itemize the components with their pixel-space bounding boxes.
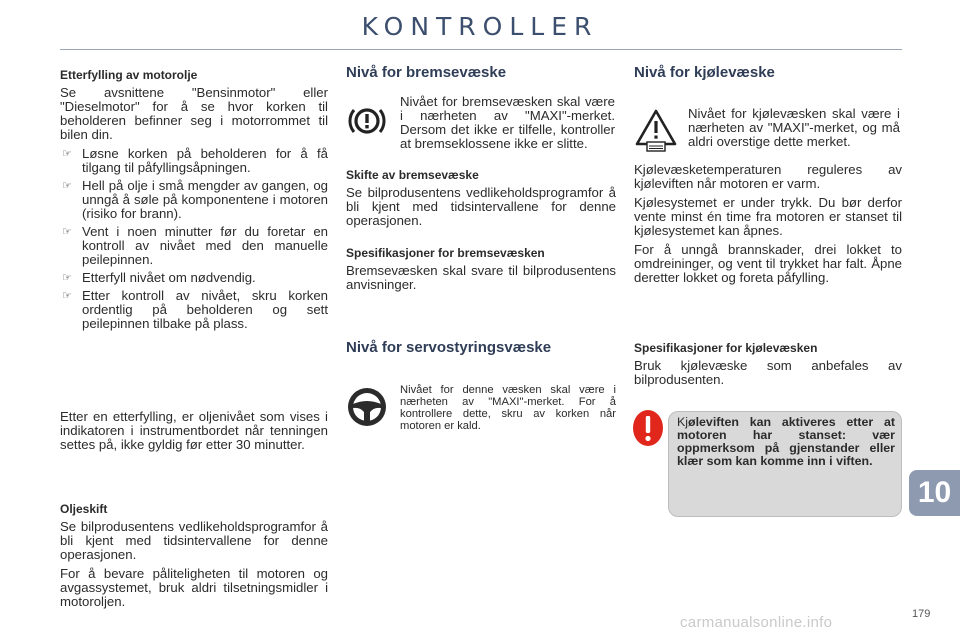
brake-change-section xyxy=(346,168,616,233)
coolant-p3: For å unngå brannskader, drei lokket to omdreininger, og vent til trykket har falt. Åpne deretter lokket og foreta påfylling. xyxy=(634,242,902,285)
pointing-hand-icon: ☞ xyxy=(62,226,72,238)
coolant-spec-text: Bruk kjølevæske som anbefales av bilprodusenten. xyxy=(634,358,902,387)
refill-title: Etterfylling av motorolje xyxy=(60,68,198,82)
refill-steps xyxy=(60,147,328,331)
refill-intro: Se avsnittene "Bensinmotor" eller "Dieselmotor" for å se hvor korken til beholderen befinner seg i motorrommet til bilen din. xyxy=(60,85,328,142)
pointing-hand-icon: ☞ xyxy=(62,148,72,160)
brake-warning-icon xyxy=(346,100,388,142)
brake-spec-text: Bremsevæsken skal svare til bilprodusentens anvisninger. xyxy=(346,263,616,292)
pointing-hand-icon: ☞ xyxy=(62,272,72,284)
oil-change-p2: For å bevare påliteligheten til motoren og avgassystemet, bruk aldri tilsetningsmidler i motoroljen. xyxy=(60,566,328,609)
oil-change-section xyxy=(60,502,328,614)
oil-level-note: Etter en etterfylling, er oljenivået som vises i indikatoren i instrumentbordet når tenningen settes på, ikke gyldig før etter 30 minutter. xyxy=(60,409,328,452)
list-item: ☞ Hell på olje i små mengder av gangen, og unngå å søle på komponentene i motoren (risiko for brann). xyxy=(62,178,328,221)
coolant-heading: Nivå for kjølevæske xyxy=(634,64,775,81)
coolant-p2: Kjølesystemet er under trykk. Du bør derfor vente minst én time fra motoren er stanset til kjølesystemet kan åpnes. xyxy=(634,195,902,238)
brake-spec-section xyxy=(346,246,616,297)
steering-text: Nivået for denne væsken skal være i nærheten av "MAXI"-merket. For å kontrollere dette, skru av korken når motoren er kald. xyxy=(400,384,616,432)
coolant-details xyxy=(634,163,902,290)
steering-heading: Nivå for servostyringsvæske xyxy=(346,339,552,356)
list-item: ☞ Etterfyll nivået om nødvendig. xyxy=(62,270,256,285)
brake-fluid-text: Nivået for bremsevæsken skal være i nærheten av "MAXI"-merket. Dersom det ikke er tilfelle, kontroller at bremseklossene ikke er slitte. xyxy=(400,94,615,151)
list-item: ☞ Vent i noen minutter før du foretar en kontroll av nivået med den manuelle peilepinnen. xyxy=(62,224,328,267)
brake-change-title: Skifte av bremsevæske xyxy=(346,168,479,182)
warning-text: Kjøleviften kan aktiveres etter at motoren har stanset: vær oppmerksom på gjenstander eller klær som kan komme inn i viften. xyxy=(677,415,895,468)
coolant-warning-icon xyxy=(634,108,678,152)
coolant-spec-section xyxy=(634,341,902,392)
page-title: KONTROLLER xyxy=(361,12,599,41)
steering-wheel-icon xyxy=(346,386,388,428)
column-engine-oil xyxy=(60,68,328,335)
list-item: ☞ Etter kontroll av nivået, skru korken ordentlig på beholderen og sett peilepinnen tilbake på plass. xyxy=(62,288,328,331)
watermark: carmanualsonline.info xyxy=(680,614,833,631)
pointing-hand-icon: ☞ xyxy=(62,180,72,192)
brake-fluid-heading: Nivå for bremsevæske xyxy=(346,64,507,81)
exclamation-icon xyxy=(632,409,664,447)
pointing-hand-icon: ☞ xyxy=(62,290,72,302)
oil-change-title: Oljeskift xyxy=(60,502,108,516)
list-item: ☞ Løsne korken på beholderen for å få tilgang til påfyllingsåpningen. xyxy=(62,146,328,175)
coolant-p1: Kjølevæsketemperaturen reguleres av kjøleviften når motoren er varm. xyxy=(634,162,902,191)
brake-change-text: Se bilprodusentens vedlikeholdsprogramfor å bli kjent med tidsintervallene for denne operasjonen. xyxy=(346,185,616,228)
brake-spec-title: Spesifikasjoner for bremsevæsken xyxy=(346,246,545,260)
chapter-tab: 10 xyxy=(909,470,960,516)
page-number: 179 xyxy=(912,608,931,620)
oil-change-p1: Se bilprodusentens vedlikeholdsprogramfor å bli kjent med tidsintervallene for denne operasjonen. xyxy=(60,519,328,562)
coolant-text: Nivået for kjølevæsken skal være i nærheten av "MAXI"-merket, og må aldri overstige dette merket. xyxy=(688,106,900,149)
title-divider xyxy=(60,49,902,50)
coolant-spec-title: Spesifikasjoner for kjølevæsken xyxy=(634,341,818,355)
